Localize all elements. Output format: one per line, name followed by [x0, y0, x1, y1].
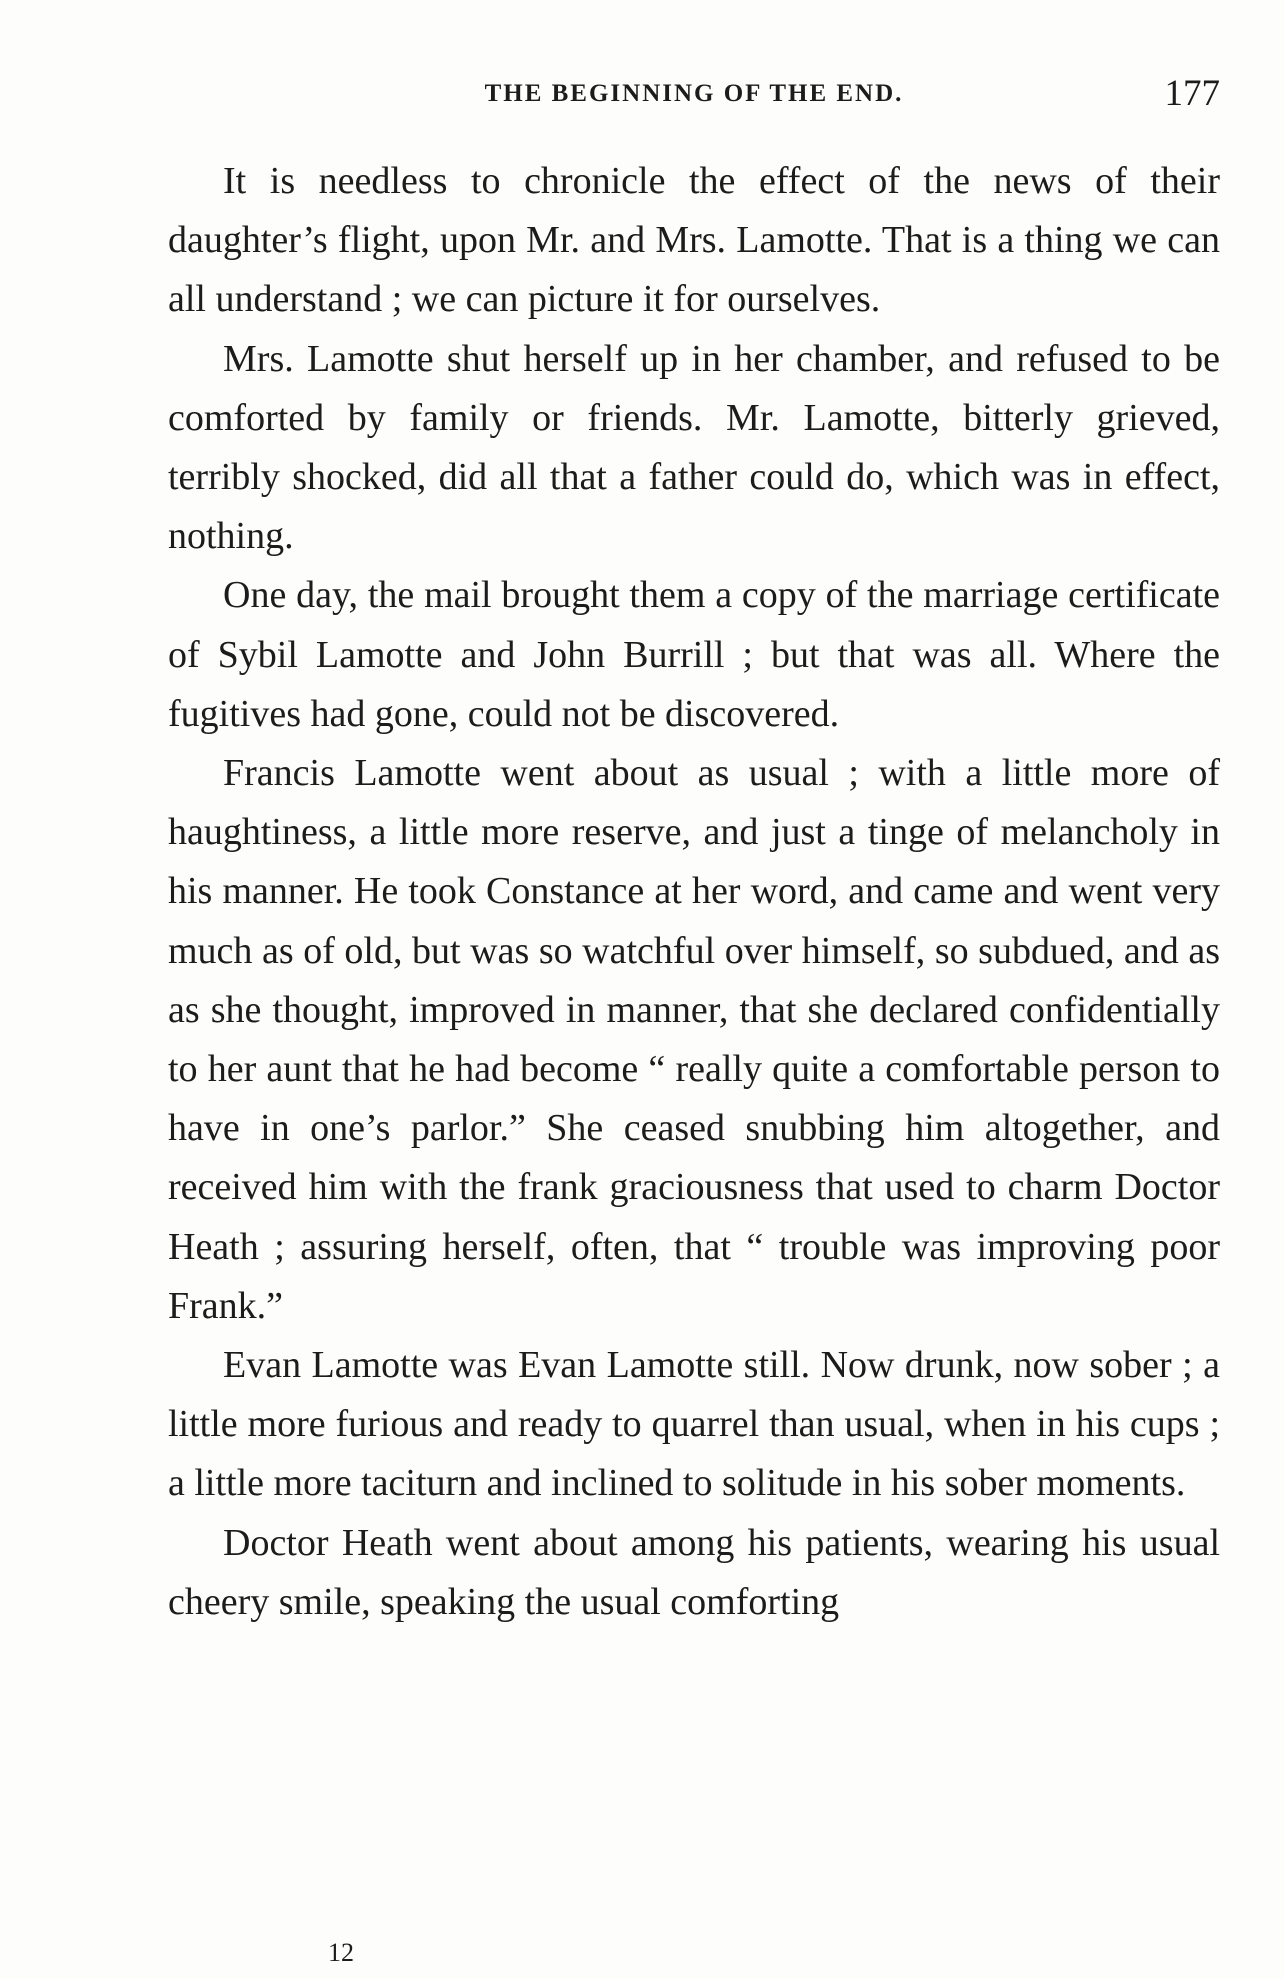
running-head: [168, 72, 1220, 120]
body-text: [168, 152, 1220, 1632]
page-number: 177: [1164, 73, 1220, 114]
signature-mark: 12: [328, 1938, 354, 1967]
paragraph: Evan Lamotte was Evan Lamotte still. Now drunk, now sober ; a little more furious and ready to quarrel than usual, when in his cups ; a little more taciturn and inclined to solitude in his sober moments.: [168, 1344, 1220, 1505]
paragraph: Mrs. Lamotte shut herself up in her chamber, and refused to be comforted by family or friends. Mr. Lamotte, bitterly grieved, terribly shocked, did all that a father could do, which was in effect, nothing.: [168, 337, 1220, 558]
paragraph: One day, the mail brought them a copy of the marriage certificate of Sybil Lamotte and John Burrill ; but that was all. Where the fugitives had gone, could not be discovered.: [168, 574, 1220, 735]
paragraph: Francis Lamotte went about as usual ; with a little more of haughtiness, a little more reserve, and just a tinge of melancholy in his manner. He took Constance at her word, and came and went very much as of old, but was so watchful over himself, so subdued, and as as she thought, improved in manner, that she declared confidentially to her aunt that he had become “ really quite a comfortable person to have in one’s parlor.” She ceased snubbing him altogether, and received him with the frank graciousness that used to charm Doctor Heath ; assuring herself, often, that “ trouble was improving poor Frank.”: [168, 752, 1220, 1327]
paragraph: Doctor Heath went about among his patients, wearing his usual cheery smile, speaking the usual comforting: [168, 1521, 1220, 1623]
running-title: THE BEGINNING OF THE END.: [484, 80, 904, 107]
paragraph: It is needless to chronicle the effect of the news of their daughter’s flight, upon Mr. and Mrs. Lamotte. That is a thing we can all understand ; we can picture it for ourselves.: [168, 160, 1220, 321]
